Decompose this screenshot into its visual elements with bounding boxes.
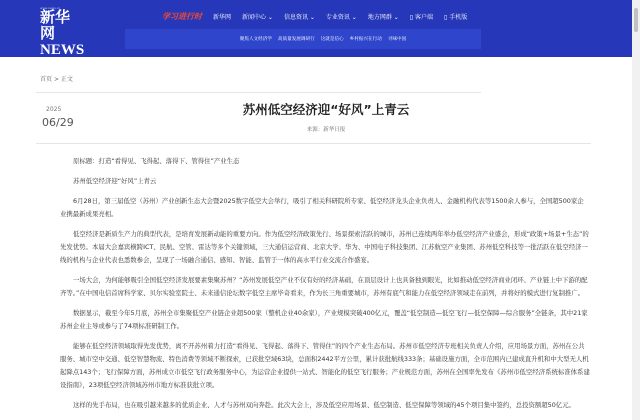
divider [36, 143, 591, 144]
phone-icon: ▯ [444, 14, 448, 21]
paragraph: 苏州低空经济迎“好风”上青云 [73, 177, 157, 185]
nav-xinhua[interactable]: 新华网 [213, 14, 232, 21]
paragraph: 能够在低空经济领域取得先发优势，离不开苏州着力打造“看得见、飞得起、落得下、管得住”的四个产业生态布局。苏州市低空经济专班相关负责人介绍，应用场景方面，苏州在公共服务、城市空中交通、低空智慧物流、特色消费等领域不断探索，已获批空域63块，总面积2442平方公里，累计获批航线333条；基础设施方面，全市范围内已建成直升机和中大型无人机起降点143个；飞行保障方面，苏州成立市低空飞行政务服务中心，为运营企业提供一站式、智能化的低空飞行服务；产业规范方面，苏州在全国率先发布《苏州市低空经济系统标准体系建设指南》，23项低空经济领域苏州市地方标准获批立项。 [60, 342, 590, 389]
paragraph: 低空经济是新质生产力的典型代表，是培育发展新动能的重要方向。作为低空经济政策先行、场景探索活跃的城市，苏州已连续两年举办低空经济产业盛会，形成“政策+场景+生态”的先发优势。本届大会嘉宾横跨ICT、民航、空管、雷达等多个关键领域，三大通信运营商、北京大学、华为、中国电子科技集团、江苏航空产业集团、苏州低空科技等一批活跃在低空经济一线的机构与企业代表也悉数参会，呈现了一场融合通信、感知、智能、监管于一体的高水平行业交流合作盛宴。 [60, 230, 589, 264]
article-year: 2025 [46, 106, 62, 113]
paragraph: 数据显示，截至今年5月底，苏州全市集聚低空产业链企业超500家（整机企业40余家），产业规模突破400亿元，覆盖“低空制造—低空飞行—低空保障—综合服务”全链条，其中21家苏州企业主导或参与了74项标准研制工作。 [60, 309, 588, 330]
scrollbar-thumb[interactable] [634, 8, 638, 32]
site-header [0, 0, 632, 78]
breadcrumb: 首页 > 正文 [40, 76, 73, 83]
article-source: 来源：新华日报 [306, 127, 346, 133]
subnav-item[interactable]: 高质量发展调研行 [277, 37, 315, 42]
subnav-item[interactable]: 乡村振兴在行动 [349, 37, 382, 42]
paragraph: 一场大会，为何能够吸引全国低空经济发展要素集聚苏州？“苏州发展低空产业不仅有好的经济基础，在顶层设计上也具备独到眼光，比如推动低空经济商业闭环、产业链上中下游的配齐等。”在中国电信首席科学家、贝尔实验室院士、未来通信论坛数字低空主席毕奇看来，作为长三角重要城市，苏州有底气和能力在低空经济领域走在前列，并将好的模式进行复制推广。 [60, 276, 588, 297]
scrollbar[interactable] [632, 0, 640, 420]
paragraph: 原标题：打造“看得见、飞得起、落得下、管得住”产业生态 [73, 157, 240, 165]
breadcrumb-home[interactable]: 首页 [40, 76, 53, 83]
nav-news-center[interactable]: 新闻中心 ⌄ [242, 14, 273, 21]
nav-info[interactable]: 信息资讯 ⌄ [283, 14, 315, 21]
subnav-item[interactable]: 这就是信心 [320, 37, 344, 42]
subnav-item[interactable]: 寻味中国 [387, 37, 407, 42]
article-date: 06/29 [42, 116, 74, 129]
nav-client[interactable]: ▯ 客户端 [409, 14, 434, 21]
nav-pro-info[interactable]: 专业资讯 ⌄ [325, 14, 357, 21]
breadcrumb-current: 正文 [60, 76, 73, 83]
paragraph: 这样的先手布局，也在吸引越来越多的优质企业、人才与苏州双向奔赴。此次大会上，涉及低空应用场景、低空制造、低空保障等领域的45个项目集中签约，总投资额超50亿元。 [73, 401, 575, 409]
top-nav [162, 11, 467, 22]
site-logo[interactable]: www.news.cn 新华网 NEWS 江苏频道 js.xinhuanet.com [40, 6, 85, 78]
divider [36, 92, 481, 93]
paragraph: 6月28日，第三届低空（苏州）产业创新生态大会暨2025数字低空大会举行，吸引了相关科研院所专家、低空经济龙头企业负责人、金融机构代表等1500余人参与，全国超500家企业携最新成果亮相。 [60, 197, 584, 218]
subnav-item[interactable]: 聚焦人文经济学 [239, 37, 272, 42]
nav-mobile[interactable]: ▯ 手机版 [444, 14, 468, 21]
promo-link[interactable]: 学习进行时 [162, 12, 202, 21]
sub-nav [125, 29, 481, 49]
phone-icon: ▯ [409, 14, 414, 21]
article-title: 苏州低空经济迎“好风”上青云 [242, 102, 410, 117]
nav-local[interactable]: 地方网群 ⌄ [367, 14, 399, 21]
article-body [60, 155, 590, 419]
